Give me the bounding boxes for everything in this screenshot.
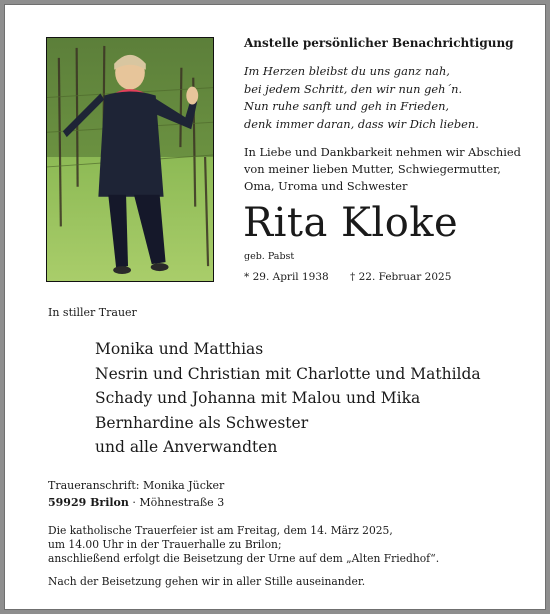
- intro-line: In Liebe und Dankbarkeit nehmen wir Abschied: [244, 145, 521, 159]
- mourner-line: Schady und Johanna mit Malou und Mika: [95, 389, 421, 407]
- birth-date: * 29. April 1938: [244, 271, 329, 283]
- notice-heading: Anstelle persönlicher Benachrichtigung: [244, 36, 514, 50]
- poem: [244, 63, 479, 133]
- mourner-line: Bernhardine als Schwester: [95, 413, 309, 432]
- portrait-image: [47, 38, 213, 281]
- service-line: Die katholische Trauerfeier ist am Freitag, dem 14. März 2025,: [48, 524, 393, 537]
- mourner-line: und alle Anverwandten: [95, 438, 278, 456]
- poem-line: Nun ruhe sanft und geh in Frieden,: [244, 99, 450, 113]
- mourning-address: [48, 496, 224, 509]
- maiden-name: geb. Pabst: [244, 251, 295, 262]
- closing-note: Nach der Beisetzung gehen wir in aller Stille auseinander.: [48, 575, 366, 588]
- service-line: um 14.00 Uhr in der Trauerhalle zu Brilon;: [48, 538, 282, 551]
- street: Möhnestraße 3: [139, 496, 225, 509]
- obituary-card: [5, 5, 545, 609]
- farewell-intro: [244, 144, 521, 195]
- service-line: anschließend erfolgt die Beisetzung der Urne auf dem „Alten Friedhof“.: [48, 552, 440, 565]
- deceased-name: Rita Kloke: [243, 200, 459, 246]
- mourning-address-label: Traueranschrift: Monika Jücker: [48, 479, 225, 492]
- intro-line: von meiner lieben Mutter, Schwiegermutter,: [244, 162, 501, 176]
- mourner-line: Monika und Matthias: [95, 340, 264, 358]
- mourners-list: [95, 337, 481, 460]
- poem-line: Im Herzen bleibst du uns ganz nah,: [244, 64, 450, 78]
- mourning-intro: In stiller Trauer: [48, 306, 137, 319]
- postal-city: 59929 Brilon: [48, 496, 129, 509]
- service-details: [48, 524, 439, 566]
- address-separator: ·: [128, 496, 140, 509]
- poem-line: bei jedem Schritt, den wir nun geh´n.: [244, 81, 463, 96]
- mourner-line: Nesrin und Christian mit Charlotte und Mathilda: [95, 364, 481, 383]
- poem-line: denk immer daran, dass wir Dich lieben.: [244, 116, 479, 131]
- portrait-photo: [46, 37, 214, 282]
- death-date: † 22. Februar 2025: [350, 271, 452, 283]
- intro-line: Oma, Uroma und Schwester: [244, 179, 408, 193]
